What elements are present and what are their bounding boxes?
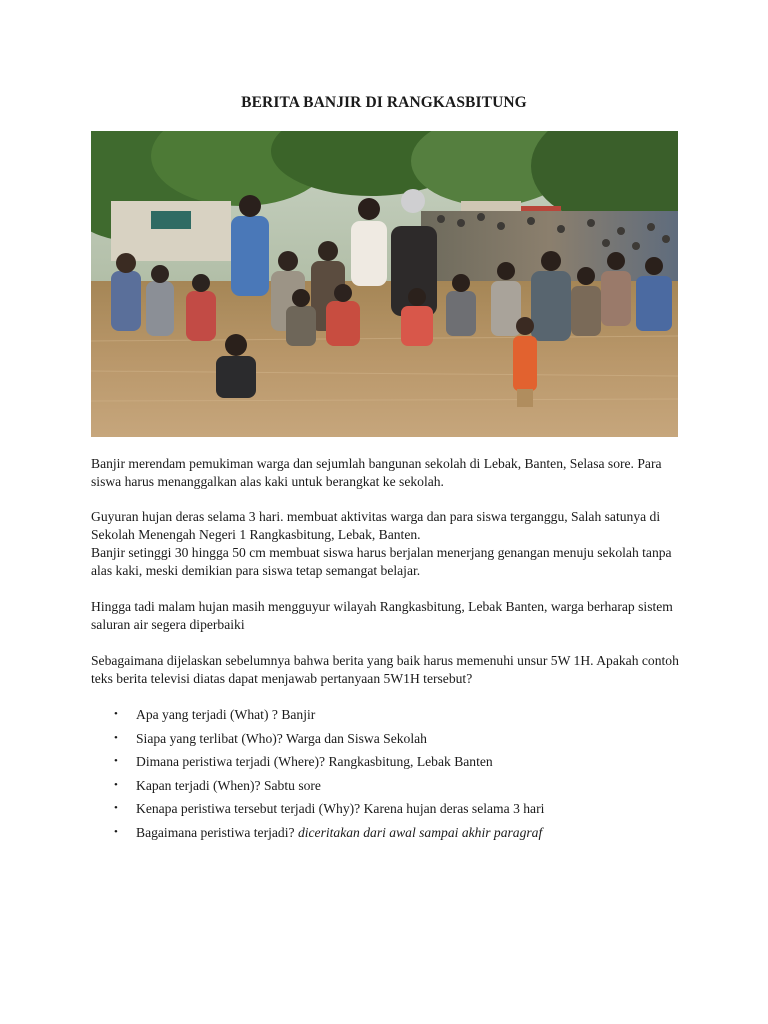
bullet-icon: • bbox=[114, 802, 118, 815]
answer-text: Rangkasbitung, Lebak Banten bbox=[328, 754, 493, 770]
list-item bbox=[91, 777, 691, 801]
list-item bbox=[91, 753, 691, 777]
paragraph-3: Banjir setinggi 30 hingga 50 cm membuat siswa harus berjalan menerjang genangan menuju sekolah tanpa alas kaki, meski demikian para siswa tetap semangat belajar. bbox=[91, 545, 672, 578]
answer-text: Sabtu sore bbox=[263, 777, 321, 793]
question-text: Apa yang terjadi (What) ? bbox=[136, 707, 282, 722]
paragraph-2: Guyuran hujan deras selama 3 hari. membuat aktivitas warga dan para siswa terganggu, Salah satunya di Sekolah Menengah Negeri 1 Rangkasbitung, Lebak, Banten. bbox=[91, 509, 661, 542]
bullet-icon: • bbox=[114, 825, 118, 838]
answer-text: Banjir bbox=[281, 707, 316, 722]
answer-text: Karena hujan deras selama 3 hari bbox=[363, 801, 545, 817]
list-item bbox=[91, 824, 691, 848]
question-text: Kapan terjadi (When)? bbox=[136, 777, 264, 793]
question-text: Siapa yang terlibat (Who)? bbox=[136, 730, 286, 746]
list-item bbox=[91, 730, 691, 754]
paragraph-4: Hingga tadi malam hujan masih mengguyur wilayah Rangkasbitung, Lebak Banten, warga berharap sistem saluran air segera diperbaiki bbox=[91, 599, 673, 632]
list-item bbox=[91, 706, 691, 730]
list-item bbox=[91, 800, 691, 824]
bullet-icon: • bbox=[114, 778, 118, 791]
5w1h-list bbox=[91, 706, 691, 848]
bullet-icon: • bbox=[114, 731, 118, 744]
paragraph-1: Banjir merendam pemukiman warga dan sejumlah bangunan sekolah di Lebak, Banten, Selasa sore. Para siswa harus menanggalkan alas kaki untuk berangkat ke sekolah. bbox=[91, 456, 662, 489]
document-title: BERITA BANJIR DI RANGKASBITUNG bbox=[241, 94, 527, 111]
flood-photo-illustration bbox=[91, 131, 678, 437]
flood-photo bbox=[91, 131, 678, 437]
answer-text: Warga dan Siswa Sekolah bbox=[285, 730, 427, 746]
question-text: Kenapa peristiwa tersebut terjadi (Why)? bbox=[136, 801, 364, 817]
answer-text: diceritakan dari awal sampai akhir paragraf bbox=[297, 824, 543, 840]
bullet-icon: • bbox=[114, 708, 118, 720]
bullet-icon: • bbox=[114, 755, 118, 768]
question-text: Bagaimana peristiwa terjadi? bbox=[136, 824, 298, 840]
question-text: Dimana peristiwa terjadi (Where)? bbox=[136, 754, 329, 770]
paragraph-5: Sebagaimana dijelaskan sebelumnya bahwa berita yang baik harus memenuhi unsur 5W 1H. Apakah contoh teks berita televisi diatas dapat menjawab pertanyaan 5W1H tersebut? bbox=[91, 653, 679, 686]
